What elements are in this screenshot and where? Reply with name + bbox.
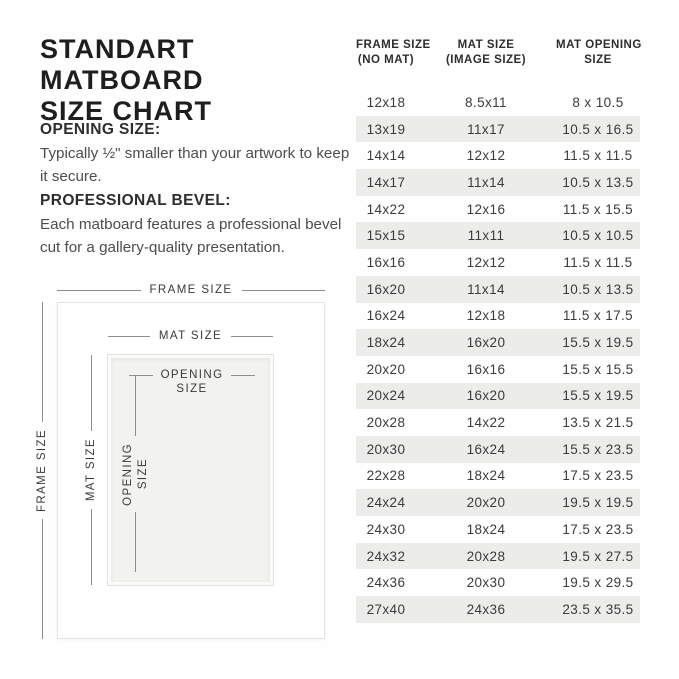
table-cell: 15x15	[366, 228, 406, 244]
table-cell: 18x24	[466, 521, 506, 537]
table-cell: 16x16	[366, 254, 406, 270]
table-cell: 24x32	[366, 548, 406, 564]
table-row	[356, 222, 640, 249]
table-row	[356, 596, 640, 623]
table-cell: 14x22	[466, 415, 506, 431]
table-cell: 10.5 x 10.5	[562, 228, 634, 244]
opening-size-label-vertical	[121, 443, 150, 506]
opening-size-measure-left	[122, 376, 148, 572]
table-cell: 20x20	[366, 361, 406, 377]
size-table-body	[356, 89, 640, 623]
table-cell: 24x36	[366, 575, 406, 591]
table-cell: 12x18	[366, 94, 406, 110]
table-cell: 11.5 x 15.5	[562, 201, 634, 217]
opening-size-label-line2: SIZE	[176, 383, 208, 395]
frame-size-label-vertical: FRAME SIZE	[36, 429, 48, 513]
table-cell: 22x28	[366, 468, 406, 484]
table-cell: 17.5 x 23.5	[562, 521, 634, 537]
table-cell: 14x14	[366, 148, 406, 164]
table-cell: 16x24	[466, 441, 506, 457]
header-mat-opening-size-line2: SIZE	[584, 54, 612, 66]
table-row	[356, 356, 640, 383]
table-cell: 10.5 x 16.5	[562, 121, 634, 137]
table-row	[356, 329, 640, 356]
table-cell: 11.5 x 17.5	[562, 308, 634, 324]
measure-line	[91, 509, 92, 585]
table-cell: 14x22	[366, 201, 406, 217]
measure-line	[91, 355, 92, 431]
table-row	[356, 463, 640, 490]
table-cell: 8.5x11	[465, 94, 507, 110]
header-frame-size-line2: (NO MAT)	[357, 54, 415, 66]
table-cell: 13.5 x 21.5	[562, 415, 634, 431]
table-row	[356, 569, 640, 596]
table-cell: 16x16	[466, 361, 506, 377]
measure-line	[135, 512, 136, 572]
opening-size-vertical-line1: OPENING	[121, 442, 134, 506]
table-cell: 24x24	[366, 495, 406, 511]
measure-line	[231, 375, 255, 376]
header-frame-size	[356, 38, 431, 68]
frame-size-measure-left	[34, 302, 50, 639]
header-mat-size-line1: MAT SIZE	[457, 39, 515, 51]
table-cell: 15.5 x 15.5	[562, 361, 634, 377]
table-row	[356, 303, 640, 330]
table-row	[356, 489, 640, 516]
table-cell: 27x40	[366, 601, 406, 617]
table-row	[356, 383, 640, 410]
table-cell: 19.5 x 19.5	[562, 495, 634, 511]
table-cell: 20x30	[366, 441, 406, 457]
table-cell: 11x17	[467, 121, 505, 137]
mat-size-measure-top	[108, 329, 273, 343]
table-row	[356, 409, 640, 436]
table-row	[356, 142, 640, 169]
table-cell: 11.5 x 11.5	[563, 254, 633, 270]
table-cell: 12x12	[466, 254, 506, 270]
mat-size-measure-left	[83, 355, 99, 585]
table-cell: 12x16	[466, 201, 506, 217]
table-cell: 20x30	[466, 575, 506, 591]
table-row	[356, 543, 640, 570]
table-cell: 15.5 x 19.5	[562, 335, 634, 351]
table-cell: 18x24	[466, 468, 506, 484]
table-cell: 11x14	[467, 174, 505, 190]
measure-line	[242, 290, 326, 291]
header-frame-size-line1: FRAME SIZE	[356, 39, 431, 51]
table-cell: 16x20	[466, 388, 506, 404]
table-row	[356, 516, 640, 543]
measure-line	[231, 336, 273, 337]
mat-size-label-vertical: MAT SIZE	[85, 438, 97, 502]
header-mat-size-line2: (IMAGE SIZE)	[445, 54, 527, 66]
opening-size-label-line1: OPENING	[160, 369, 224, 381]
opening-size-heading: OPENING SIZE:	[40, 121, 161, 138]
table-cell: 8 x 10.5	[572, 94, 624, 110]
table-cell: 15.5 x 19.5	[562, 388, 634, 404]
table-cell: 20x28	[466, 548, 506, 564]
table-row	[356, 196, 640, 223]
professional-bevel-heading: PROFESSIONAL BEVEL:	[40, 192, 231, 209]
measure-line	[42, 302, 43, 422]
table-row	[356, 116, 640, 143]
page-title-line2: SIZE CHART	[40, 96, 212, 126]
page-title	[40, 34, 360, 127]
opening-size-vertical-line2: SIZE	[136, 458, 149, 490]
header-mat-opening-size	[556, 38, 640, 68]
table-cell: 20x28	[366, 415, 406, 431]
table-cell: 15.5 x 23.5	[562, 441, 634, 457]
table-row	[356, 249, 640, 276]
table-cell: 11.5 x 11.5	[563, 148, 633, 164]
opening-size-description: Typically ½" smaller than your artwork to keep it secure.	[40, 145, 350, 185]
frame-size-measure-top	[57, 283, 325, 297]
table-cell: 19.5 x 29.5	[562, 575, 634, 591]
table-cell: 12x12	[466, 148, 506, 164]
table-row	[356, 169, 640, 196]
table-cell: 16x24	[366, 308, 406, 324]
mat-diagram-box	[108, 355, 273, 585]
measure-line	[135, 376, 136, 436]
table-cell: 18x24	[366, 335, 406, 351]
table-cell: 11x14	[467, 281, 505, 297]
table-row	[356, 276, 640, 303]
table-cell: 16x20	[466, 335, 506, 351]
table-cell: 17.5 x 23.5	[562, 468, 634, 484]
header-mat-size	[416, 38, 556, 68]
table-cell: 14x17	[366, 174, 406, 190]
measure-line	[57, 290, 141, 291]
table-cell: 10.5 x 13.5	[562, 281, 634, 297]
size-table-header	[356, 38, 640, 68]
professional-bevel-description: Each matboard features a professional bevel cut for a gallery-quality presentation.	[40, 216, 342, 256]
mat-size-label: MAT SIZE	[158, 330, 223, 342]
measure-line	[42, 519, 43, 639]
table-cell: 12x18	[466, 308, 506, 324]
header-mat-opening-size-line1: MAT OPENING	[556, 39, 642, 51]
frame-diagram-box	[57, 302, 325, 639]
table-cell: 11x11	[467, 228, 505, 244]
table-cell: 23.5 x 35.5	[562, 601, 634, 617]
opening-size-label	[161, 368, 224, 396]
table-row	[356, 89, 640, 116]
table-cell: 20x24	[366, 388, 406, 404]
table-cell: 24x36	[466, 601, 506, 617]
table-cell: 24x30	[366, 521, 406, 537]
table-cell: 20x20	[466, 495, 506, 511]
table-row	[356, 436, 640, 463]
table-cell: 13x19	[366, 121, 406, 137]
frame-size-label: FRAME SIZE	[149, 284, 233, 296]
table-cell: 19.5 x 27.5	[562, 548, 634, 564]
size-table	[356, 38, 640, 623]
table-cell: 10.5 x 13.5	[562, 174, 634, 190]
page-title-line1: STANDART MATBOARD	[40, 34, 204, 95]
table-cell: 16x20	[366, 281, 406, 297]
measure-line	[108, 336, 150, 337]
